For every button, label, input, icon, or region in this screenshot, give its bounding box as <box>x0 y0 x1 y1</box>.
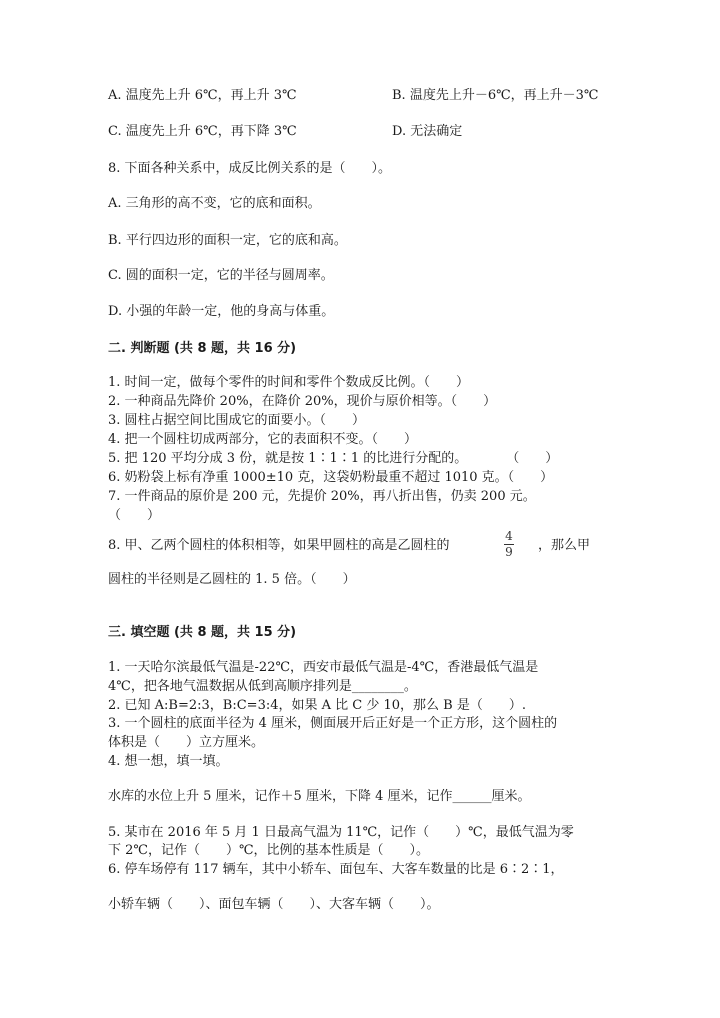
judge-item: 2. 一种商品先降价 20%，在降价 20%，现价与原价相等。（ ） <box>108 394 497 409</box>
judge-item: 4. 把一个圆柱切成两部分，它的表面积不变。（ ） <box>108 432 418 447</box>
q8-option-b: B. 平行四边形的面积一定，它的底和高。 <box>108 233 347 248</box>
fill-line: 5. 某市在 2016 年 5 月 1 日最高气温为 11℃，记作（ ）℃，最低气温为零 <box>108 825 574 840</box>
q7-option-d: D. 无法确定 <box>392 124 463 139</box>
fill-line: 2. 已知 A:B=2:3，B:C=3:4，如果 A 比 C 少 10，那么 B 是（ ）. <box>108 698 526 713</box>
fill-line: 1. 一天哈尔滨最低气温是-22℃，西安市最低气温是-4℃，香港最低气温是 <box>108 660 539 675</box>
fraction-denominator: 9 <box>505 545 513 559</box>
judge-item: 7. 一件商品的原价是 200 元，先提价 20%，再八折出售，仍卖 200 元。 <box>108 489 536 504</box>
judge-item: 5. 把 120 平均分成 3 份，就是按 1∶1∶1 的比进行分配的。 （ ） <box>108 451 559 466</box>
judge-item-answer-blank: （ ） <box>108 508 161 523</box>
section3-title: 三. 填空题 (共 8 题，共 15 分) <box>108 625 297 640</box>
q8-option-c: C. 圆的面积一定，它的半径与圆周率。 <box>108 268 334 283</box>
judge-q8-line2: 圆柱的半径则是乙圆柱的 1. 5 倍。（ ） <box>108 572 356 587</box>
judge-item: 3. 圆柱占据空间比围成它的面要小。（ ） <box>108 413 366 428</box>
judge-q8-text: 8. 甲、乙两个圆柱的体积相等，如果甲圆柱的高是乙圆柱的 <box>108 538 450 553</box>
q7-option-a: A. 温度先上升 6℃，再上升 3℃ <box>108 88 297 103</box>
fraction-four-ninths <box>504 530 514 559</box>
judge-q8-text-end: ，那么甲 <box>538 538 591 553</box>
q8-option-a: A. 三角形的高不变，它的底和面积。 <box>108 196 321 211</box>
fill-line: 6. 停车场停有 117 辆车，其中小轿车、面包车、大客车数量的比是 6∶2∶1， <box>108 862 564 877</box>
fraction-numerator: 4 <box>505 529 513 543</box>
fill-line: 4℃，把各地气温数据从低到高顺序排列是________。 <box>108 679 417 694</box>
q7-option-b: B. 温度先上升－6℃，再上升－3℃ <box>392 88 599 103</box>
fill-line: 体积是（ ）立方厘米。 <box>108 735 265 750</box>
q8-stem: 8. 下面各种关系中，成反比例关系的是（ ）。 <box>108 161 392 176</box>
fill-line: 下 2℃，记作（ ）℃，比例的基本性质是（ ）。 <box>108 843 429 858</box>
fill-line: 4. 想一想，填一填。 <box>108 754 229 769</box>
judge-item: 1. 时间一定，做每个零件的时间和零件个数成反比例。（ ） <box>108 375 470 390</box>
fill-line: 水库的水位上升 5 厘米，记作＋5 厘米，下降 4 厘米，记作______厘米。 <box>108 789 531 804</box>
judge-item: 6. 奶粉袋上标有净重 1000±10 克，这袋奶粉最重不超过 1010 克。（ ） <box>108 470 554 485</box>
q8-option-d: D. 小强的年龄一定，他的身高与体重。 <box>108 304 335 319</box>
q7-option-c: C. 温度先上升 6℃，再下降 3℃ <box>108 124 297 139</box>
section2-title: 二. 判断题 (共 8 题，共 16 分) <box>108 341 297 356</box>
fill-line: 小轿车辆（ ）、面包车辆（ ）、大客车辆（ ）。 <box>108 897 440 912</box>
fill-line: 3. 一个圆柱的底面半径为 4 厘米，侧面展开后正好是一个正方形，这个圆柱的 <box>108 716 558 731</box>
